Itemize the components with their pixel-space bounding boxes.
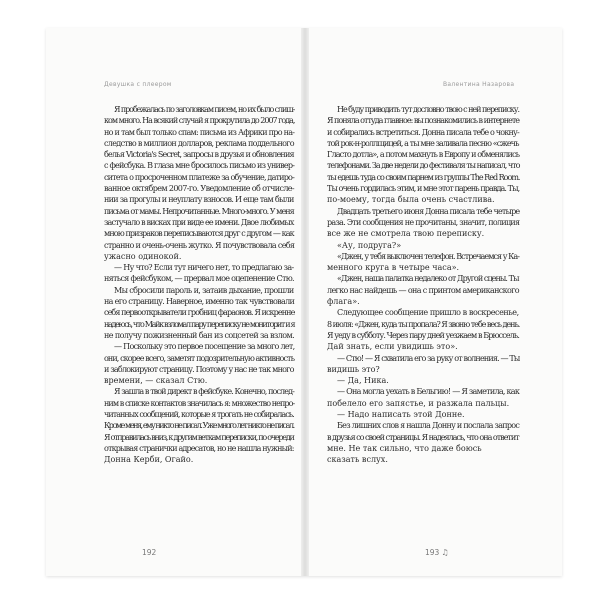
- text-line: Следующее сообщение пришло в воскресенье,: [337, 308, 519, 318]
- text-line: но и там был только спам: письма из Африки про на-: [104, 127, 295, 137]
- text-line: и заблокируют страницу. Поэтому у нас не так много: [104, 364, 294, 374]
- text-line: Я поняла оттуда главное: вы познакомились в интернете: [327, 116, 520, 126]
- text-line: ком много. На всякий случай я прокрутила до 2007 года,: [104, 116, 295, 126]
- text-line: и собирались встретиться. Донна писала тебе о чокну-: [327, 127, 519, 137]
- text-line: Не буду приводить тут дословно твою с ней переписку.: [337, 105, 519, 114]
- text-line: следство в миллион долларов, реклама поддельного: [104, 138, 294, 148]
- text-line: Гласто дотла», а потом махнуть в Европу и обменялись: [327, 150, 520, 160]
- left-body-text: [104, 104, 294, 466]
- text-line: открывая странички адресатов, но не нашла нужный:: [104, 443, 294, 453]
- left-running-head: Девушка с плеером: [104, 81, 172, 88]
- text-line: — Надо написать этой Донне.: [337, 410, 465, 420]
- text-line: ним в списке контактов значилась я: множество непро-: [104, 398, 295, 408]
- text-line: застучало в висках при виде ее имени. Двое любимых: [104, 217, 294, 227]
- text-line: Я зашла в твой директ в фейсбуке. Конечно, послед-: [114, 387, 294, 397]
- music-note-icon: ♫: [441, 548, 449, 557]
- right-body-text: [327, 104, 519, 466]
- text-line: — Она могла уехать в Бельгию! — Я заметила, как: [337, 387, 520, 397]
- text-line: Двадцать третьего июня Донна писала тебе четыре: [337, 206, 520, 216]
- text-line: няться фейсбуком, — прервал мое оцепенение Стю.: [104, 274, 294, 284]
- text-line: по-моему, тогда была очень счастлива.: [327, 195, 495, 205]
- text-line: мне. Не так сильно, что даже боюсь: [327, 443, 482, 453]
- text-line: — Поскольку это первое посещение за много лет,: [114, 342, 295, 352]
- text-line: белья Victoria's Secret, запросы в друзья и обновления: [104, 150, 294, 160]
- text-line: Кроме меня, ему никто не писал. Уже много лет никто не писал.: [104, 421, 294, 431]
- text-line: телефонами. За две недели до фестиваля ты написал, что: [327, 161, 520, 171]
- text-line: сказать вслух.: [327, 455, 388, 465]
- text-line: той рок-н-роллщицей, а ты мне заливала песню «сжечь: [327, 138, 519, 148]
- text-line: флага».: [327, 297, 360, 307]
- text-line: «Джен, наша палатка недалеко от Другой сцены. Ты: [337, 274, 519, 284]
- text-line: Донна Керби, Огайо.: [104, 455, 194, 465]
- right-page: [309, 28, 562, 576]
- text-line: с фейсбука. В глаза мне бросилось письмо из универ-: [104, 161, 295, 171]
- left-page-number: 192: [142, 548, 157, 557]
- text-line: Я пробежалась по заголовкам писем, но их было слиш-: [114, 105, 295, 114]
- text-line: они, скорее всего, заметят подозрительную активность: [104, 353, 295, 363]
- text-line: Я отправилась вниз, к другим веткам переписки, по очереди: [104, 432, 294, 442]
- book-spread: [46, 28, 562, 576]
- text-line: побелело его запястье, и разжала пальцы.: [327, 398, 510, 408]
- text-line: ванное октябрем 2007-го. Уведомление об отчисле-: [104, 184, 294, 194]
- text-line: читанных сообщений, которые я трогать не собиралась.: [104, 410, 294, 420]
- text-line: Ты очень гордилась этим, и мне этот парень правда. Ты,: [327, 184, 520, 194]
- text-line: видишь это?: [327, 364, 380, 374]
- text-line: Дай знать, если увидишь это».: [327, 342, 458, 352]
- text-line: легко нас найдешь — она с принтом американского: [327, 285, 519, 295]
- text-line: — Ну что? Если тут ничего нет, то предлагаю за-: [114, 263, 294, 273]
- text-line: странно и очень-очень жутко. Я почувствовала себя: [104, 240, 295, 250]
- text-line: раза. Эти сообщения не прочитаны, значит, полиция: [327, 217, 520, 227]
- text-line: 8 июля: «Джен, куда ты пропала? Я звоню тебе весь день.: [327, 319, 520, 329]
- text-line: — Да, Ника.: [337, 376, 389, 386]
- text-line: ужасно одинокой.: [104, 251, 182, 261]
- text-line: надеюсь, что Майк взломал пару переписку не мониторит и я: [104, 319, 295, 329]
- right-folio: [425, 548, 449, 557]
- text-line: «Ау, подруга?»: [337, 240, 402, 250]
- text-line: себя первооткрыватели гробниц фараонов. Я искренне: [104, 308, 295, 318]
- book-gutter: [301, 28, 309, 576]
- text-line: времени, — сказал Стю.: [104, 376, 208, 386]
- text-line: Я уеду в субботу. Через пару дней уезжаем в Брюссель.: [327, 330, 520, 340]
- text-line: не получу пожизненный бан из соцсетей за взлом.: [104, 330, 295, 340]
- text-line: ситета о просроченном платеже за обучение, датиро-: [104, 172, 294, 182]
- text-line: менного круга в четыре часа».: [327, 263, 460, 273]
- text-line: на его страницу. Наверное, именно так чувствовали: [104, 297, 295, 307]
- left-page: [46, 28, 301, 576]
- text-line: Без лишних слов я нашла Донну и послала запрос: [337, 421, 520, 431]
- text-line: в друзья со своей страницы. Я надеялась, что она ответит: [327, 432, 519, 442]
- text-line: ты едешь туда со своим парнем из группы The Red Room.: [327, 172, 520, 182]
- text-line: письма от мамы. Непрочитанные. Много-много. У меня: [104, 206, 294, 216]
- text-line: «Джен, у тебя выключен телефон. Встречаемся у Ка-: [337, 251, 519, 261]
- text-line: мною призраков переписываются друг с другом — как: [104, 229, 294, 239]
- right-page-number: 193: [425, 548, 440, 557]
- text-line: Мы сбросили пароль и, затаив дыхание, прошли: [114, 285, 294, 295]
- text-line: нии за прогулы и неуплату взносов. И еще там были: [104, 195, 294, 205]
- text-line: все же не смотрела твою переписку.: [327, 229, 485, 239]
- right-running-head: Валентина Назарова: [443, 81, 515, 88]
- text-line: — Стю! — Я схватила его за руку от волнения. — Ты: [337, 353, 520, 363]
